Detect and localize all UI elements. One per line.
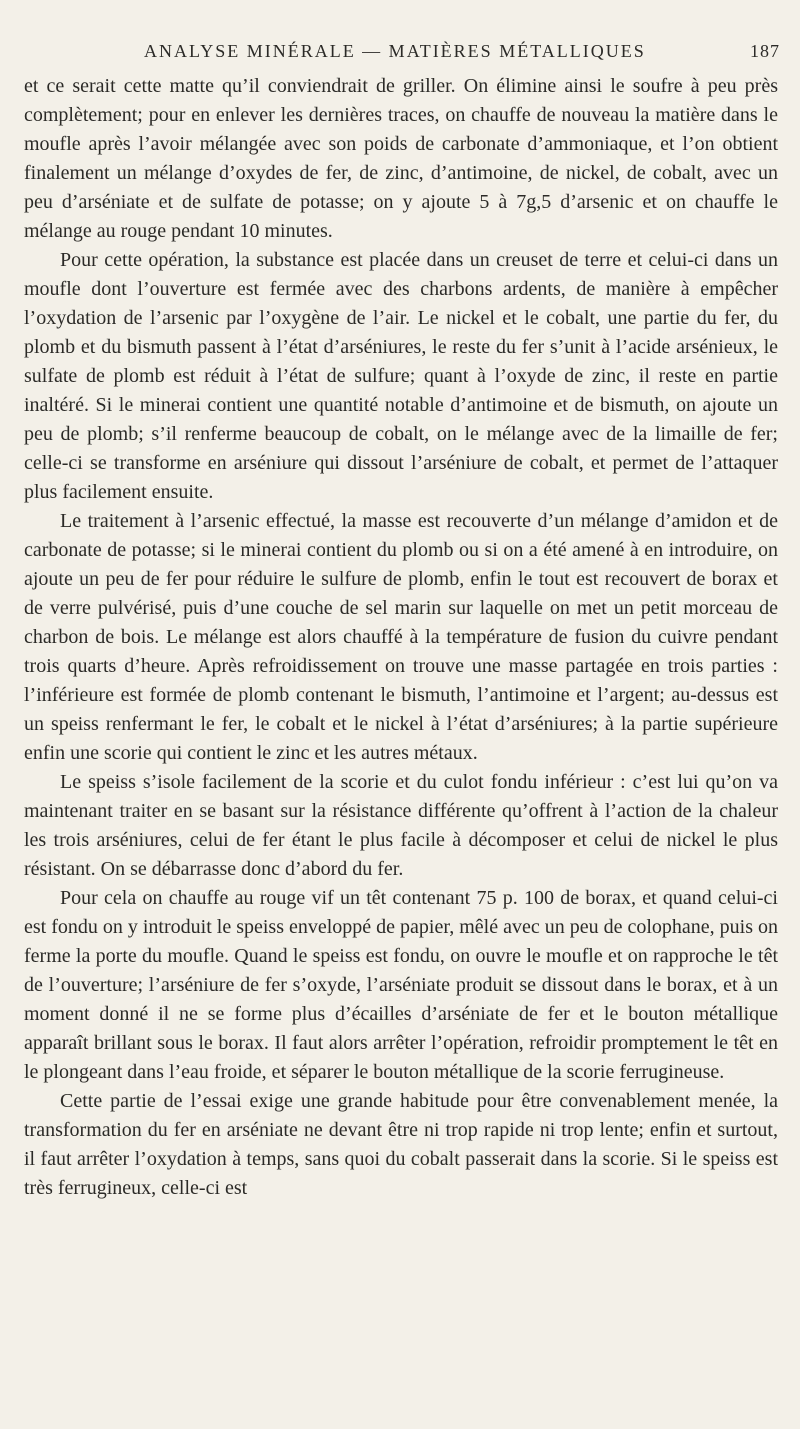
- running-title: ANALYSE MINÉRALE — MATIÈRES MÉTALLIQUES: [144, 41, 646, 61]
- running-head: [24, 38, 780, 64]
- page-number: 187: [750, 41, 780, 61]
- paragraph-1: et ce serait cette matte qu’il conviendrait de griller. On élimine ainsi le soufre à peu près complètement; pour en enlever les dernières traces, on chauffe de nouveau la matière dans le moufle après l’avoir mélangée avec son poids de carbonate d’ammoniaque, et l’on obtient finalement un mélange d’oxydes de fer, de zinc, d’antimoine, de nickel, de cobalt, avec un peu d’arséniate et de sulfate de potasse; on y ajoute 5 à 7g,5 d’arsenic et on chauffe le mélange au rouge pendant 10 minutes.: [24, 75, 778, 242]
- body-text: [24, 72, 778, 1203]
- paragraph-2: Pour cette opération, la substance est placée dans un creuset de terre et celui-ci dans un moufle dont l’ouverture est fermée avec des charbons ardents, de manière à empêcher l’oxydation de l’arsenic par l’oxygène de l’air. Le nickel et le cobalt, une partie du fer, du plomb et du bismuth passent à l’état d’arséniures, le reste du fer s’unit à l’acide arsénieux, le sulfate de plomb est réduit à l’état de sulfure; quant à l’oxyde de zinc, il reste en partie inaltéré. Si le minerai contient une quantité notable d’antimoine et de bismuth, on ajoute un peu de plomb; s’il renferme beaucoup de cobalt, on le mélange avec de la limaille de fer; celle-ci se transforme en arséniure qui dissout l’arséniure de cobalt, et permet de l’attaquer plus facilement ensuite.: [24, 249, 778, 503]
- paragraph-3: Le traitement à l’arsenic effectué, la masse est recouverte d’un mélange d’amidon et de carbonate de potasse; si le minerai contient du plomb ou si on a été amené à en introduire, on ajoute un peu de fer pour réduire le sulfure de plomb, enfin le tout est recouvert de borax et de verre pulvérisé, puis d’une couche de sel marin sur laquelle on met un petit morceau de charbon de bois. Le mélange est alors chauffé à la température de fusion du cuivre pendant trois quarts d’heure. Après refroidissement on trouve une masse partagée en trois parties : l’inférieure est formée de plomb contenant le bismuth, l’antimoine et l’argent; au-dessus est un speiss renfermant le fer, le cobalt et le nickel à l’état d’arséniures; à la partie supérieure enfin une scorie qui contient le zinc et les autres métaux.: [24, 510, 778, 764]
- paragraph-4: Le speiss s’isole facilement de la scorie et du culot fondu inférieur : c’est lui qu’on va maintenant traiter en se basant sur la résistance différente qu’offrent à l’action de la chaleur les trois arséniures, celui de fer étant le plus facile à décomposer et celui de nickel le plus résistant. On se débarrasse donc d’abord du fer.: [24, 771, 778, 880]
- paragraph-6: Cette partie de l’essai exige une grande habitude pour être convenablement menée, la transformation du fer en arséniate ne devant être ni trop rapide ni trop lente; enfin et surtout, il faut arrêter l’oxydation à temps, sans quoi du cobalt passerait dans la scorie. Si le speiss est très ferrugineux, celle-ci est: [24, 1090, 778, 1199]
- paragraph-5: Pour cela on chauffe au rouge vif un têt contenant 75 p. 100 de borax, et quand celui-ci est fondu on y introduit le speiss enveloppé de papier, mêlé avec un peu de colophane, puis on ferme la porte du moufle. Quand le speiss est fondu, on ouvre le moufle et on rapproche le têt de l’ouverture; l’arséniure de fer s’oxyde, l’arséniate produit se dissout dans le borax, et à un moment donné il ne se forme plus d’écailles d’arséniate de fer et le bouton métallique apparaît brillant sous le borax. Il faut alors arrêter l’opération, refroidir promptement le têt en le plongeant dans l’eau froide, et séparer le bouton métallique de la scorie ferrugineuse.: [24, 887, 778, 1083]
